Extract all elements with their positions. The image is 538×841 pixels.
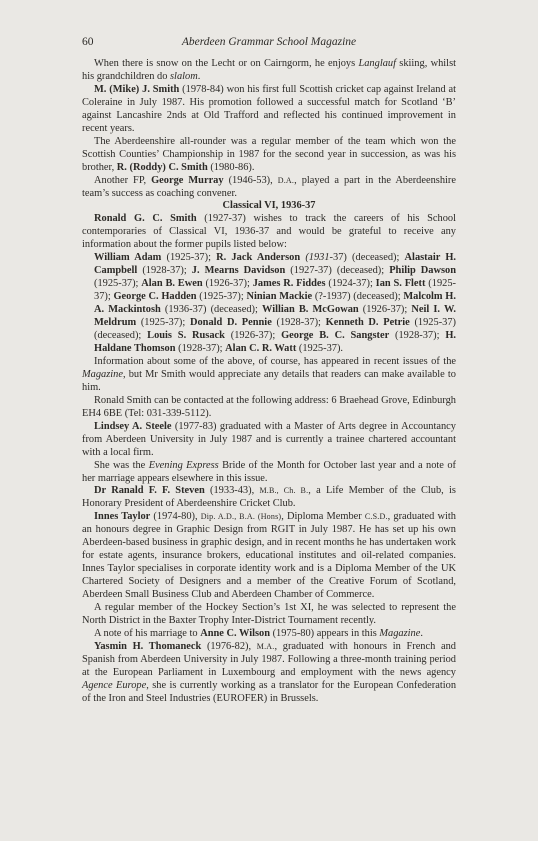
person-name: Alan C. R. Watt xyxy=(225,342,297,354)
paragraph-bride-of-month xyxy=(82,460,456,486)
years: (?-1937) (deceased); xyxy=(312,291,404,303)
person-name: Kenneth D. Petrie xyxy=(325,317,410,329)
person-name: George B. C. Sangster xyxy=(281,330,390,342)
section-heading: Classical VI, 1936-37 xyxy=(222,200,316,212)
paragraph-marriage-note xyxy=(82,628,456,641)
italic-text: Magazine xyxy=(82,368,123,380)
person-name: M. (Mike) J. Smith xyxy=(94,83,180,95)
paragraph-lindsey-steele xyxy=(82,421,456,460)
person-name: George C. Hadden xyxy=(113,291,197,303)
text: Information about some of the above, of course, has appeared in recent issues of the xyxy=(94,355,456,367)
person-name: Malcolm H. A. Mackintosh xyxy=(94,291,456,316)
italic-text: Langlauf xyxy=(358,58,396,69)
text: (1977-83) graduated with a Master of Arts degree in Accountancy from Aberdeen University in July 1987 and is currently a trainee chartered accountant with a local firm. xyxy=(82,420,456,458)
paragraph-innes-taylor xyxy=(82,511,456,602)
text: (1976-82), xyxy=(201,640,257,652)
text: (1975-80) appears in this xyxy=(269,627,380,639)
text: (1974-80), xyxy=(150,511,201,523)
running-title: Aberdeen Grammar School Magazine xyxy=(181,36,357,48)
years: (1928-37); xyxy=(271,317,326,329)
years: (1925-37); xyxy=(196,291,247,303)
text: (1933-43), xyxy=(204,485,260,497)
person-name: J. Mearns Davidson xyxy=(191,265,286,277)
person-name: Ronald G. C. Smith xyxy=(94,213,197,225)
classmates-list xyxy=(82,252,456,356)
person-name: Willian B. McGowan xyxy=(262,304,359,316)
person-name: Alastair H. Campbell xyxy=(94,252,457,277)
paragraph-yasmin-thomaneck xyxy=(82,641,456,706)
paragraph-langlauf xyxy=(82,58,456,84)
years: (1936-37) (deceased); xyxy=(160,304,262,316)
paragraph-ranald-steven xyxy=(82,485,456,511)
years: (1926-37); xyxy=(224,330,282,342)
person-name: Alan B. Ewen xyxy=(141,278,203,290)
qualification: C.S.D. xyxy=(364,512,388,522)
years: (1925-37); xyxy=(136,317,190,329)
person-name: Louis S. Rusack xyxy=(147,330,225,342)
text: (1927-37) wishes to track the careers of his School contemporaries of Classical VI, 1936-37 and would be grateful to receive any information about the former pupils listed below: xyxy=(82,213,456,251)
years: (1925-37) (deceased); xyxy=(94,317,457,342)
text: Ronald Smith can be contacted at the following address: 6 Braehead Grove, Edinburgh EH4 6BE (Tel: 031-339-5112). xyxy=(82,394,456,419)
paragraph-information xyxy=(82,356,456,395)
years: (1928-37); xyxy=(137,265,192,277)
years: 37) (deceased); xyxy=(333,252,405,264)
years: (1931- xyxy=(300,252,334,264)
years: (1925-37); xyxy=(161,252,217,264)
text: A note of his marriage to xyxy=(94,627,201,639)
text: skiing, whilst his grandchildren do xyxy=(82,58,456,82)
text: . xyxy=(197,70,201,82)
text: Another FP, xyxy=(94,174,152,186)
text: , graduated with an honours degree in Graphic Design from RGIT in July 1987. He has set up his own Aberdeen-based business in graphic design, and in recent months he has undertaken work for estate agents, insurance brokers, educational institutes and oil-related companies. Innes Taylor specialises in corporate identity work and is a Diploma Member of the UK Chartered Society of Designers and a member of the Creative Forum of Scotland, Aberdeen Small Business Club and Aberdeen Chamber of Commerce. xyxy=(82,511,456,601)
person-name: Ninian Mackie xyxy=(246,291,313,303)
years: (1927-37) (deceased); xyxy=(285,265,390,277)
text: The Aberdeenshire all-rounder was a regular member of the team which won the Scottish Counties’ Championship in 1987 for the second year in succession, as was his brother, xyxy=(82,135,456,173)
person-name: Donald D. Pennie xyxy=(189,317,272,329)
person-name: James R. Fiddes xyxy=(252,278,326,290)
paragraph-ronald-smith xyxy=(82,213,456,252)
qualification: M.B., Ch. B. xyxy=(259,486,309,496)
text: (1946-53), xyxy=(223,174,278,186)
qualification: Dip. A.D., B.A. (Hons) xyxy=(200,512,282,522)
paragraph-aberdeenshire xyxy=(82,136,456,175)
text: , Diploma Member xyxy=(281,511,365,523)
italic-text: Agence Europe xyxy=(82,679,147,691)
italic-text: Evening Express xyxy=(148,459,219,471)
paragraph-hockey xyxy=(82,602,456,628)
text: Bride of the Month for October last year and a note of her marriage appears elsewhere in this issue. xyxy=(82,459,456,484)
paragraph-mike-smith xyxy=(82,84,456,136)
person-name: Dr Ranald F. F. Steven xyxy=(94,485,205,497)
text: A regular member of the Hockey Section’s 1st XI, he was selected to represent the North District in the Baxter Trophy Inter-District Tournament recently. xyxy=(82,602,456,626)
person-name: Neil I. W. Meldrum xyxy=(94,304,456,329)
years: (1925-37); xyxy=(94,278,142,290)
qualification: D.A. xyxy=(277,175,295,185)
text: , but Mr Smith would appreciate any details that readers can make available to him. xyxy=(82,368,456,393)
text: , graduated with honours in French and Spanish from Aberdeen University in July 1987. Following a three-month training period at the European Parliament in Luxembourg and employment with the news agency xyxy=(82,640,456,678)
years: (1926-37); xyxy=(202,278,253,290)
person-name: H. Haldane Thomson xyxy=(94,330,456,354)
text: , played a part in the Aberdeenshire team’s success as coaching convener. xyxy=(82,174,456,199)
text: , she is currently working as a translator for the European Confederation of the Iron and Steel Industries (EUROFER) in Brussels. xyxy=(82,679,457,704)
text: . xyxy=(420,627,423,639)
years: (1925-37); xyxy=(94,278,456,303)
page-number: 60 xyxy=(82,36,94,48)
text: (1978-84) won his first full Scottish cricket cap against Ireland at Coleraine in July 1987. His promotion followed a successful match for Scotland ‘B’ against Lancashire 2nds at Old Trafford and reflected his continued improvement in recent years. xyxy=(82,83,456,134)
person-name: George Murray xyxy=(151,174,224,186)
italic-text: slalom xyxy=(170,70,198,82)
paragraph-george-murray xyxy=(82,175,456,201)
article-body xyxy=(82,58,456,706)
person-name: R. Jack Anderson xyxy=(216,252,301,264)
person-name: Innes Taylor xyxy=(94,511,151,523)
person-name: Lindsey A. Steele xyxy=(94,420,172,432)
years: (1926-37); xyxy=(358,304,412,316)
classmates-paragraph xyxy=(94,252,456,356)
text: , a Life Member of the Club, is Honorary President of Aberdeenshire Cricket Club. xyxy=(82,485,456,510)
years: (1924-37); xyxy=(325,278,376,290)
person-name: Anne C. Wilson xyxy=(200,627,270,639)
paragraph-contact-address xyxy=(82,395,456,421)
person-name: Ian S. Flett xyxy=(375,278,426,290)
person-name: William Adam xyxy=(94,252,162,264)
italic-text: Magazine xyxy=(379,627,421,639)
years: (1925-37). xyxy=(296,342,344,354)
years: (1928-37); xyxy=(175,342,226,354)
years: (1928-37); xyxy=(389,330,446,342)
text: When there is snow on the Lecht or on Cairngorm, he enjoys xyxy=(94,58,359,69)
qualification: M.A. xyxy=(256,641,275,651)
text: (1980-86). xyxy=(207,161,255,173)
person-name: R. (Roddy) C. Smith xyxy=(116,161,208,173)
text: She was the xyxy=(94,459,149,471)
person-name: Yasmin H. Thomaneck xyxy=(94,640,202,652)
person-name: Philip Dawson xyxy=(389,265,456,277)
page-header xyxy=(82,36,456,50)
